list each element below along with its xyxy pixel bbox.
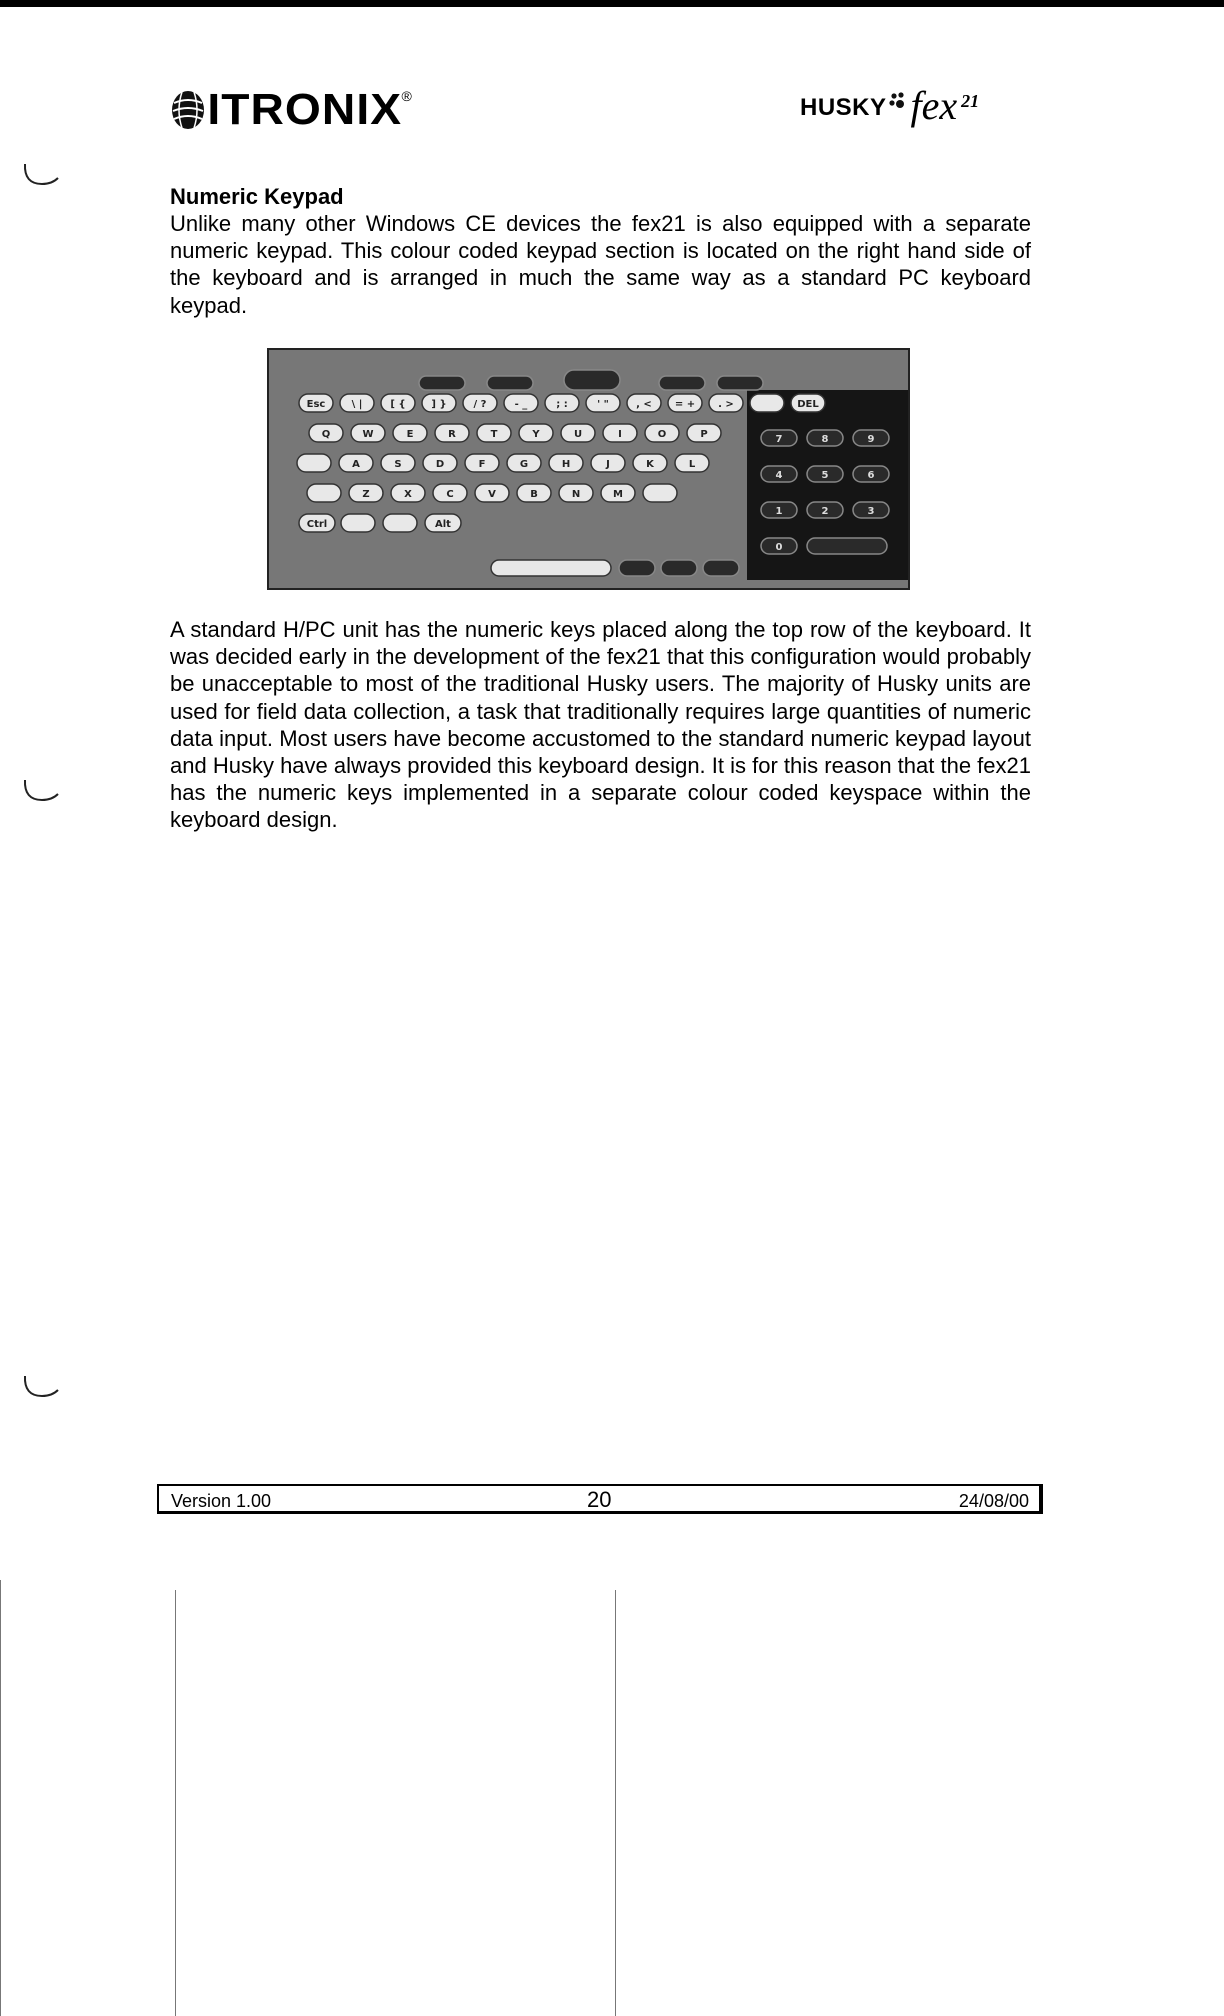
keyboard-key: [591, 454, 625, 472]
keyboard-key: [561, 424, 595, 442]
svg-text:F: F: [478, 459, 486, 470]
footer-date: 24/08/00: [958, 1491, 1029, 1511]
keyboard-key: [339, 454, 373, 472]
numpad-key: [761, 466, 797, 482]
paw-icon: [889, 92, 909, 112]
svg-text:7: 7: [775, 434, 783, 445]
numpad-key: [853, 502, 889, 518]
svg-text:Alt: Alt: [435, 519, 451, 530]
svg-text:5: 5: [821, 470, 829, 481]
svg-text:L: L: [688, 459, 696, 470]
keyboard-key: [791, 394, 825, 412]
svg-text:DEL: DEL: [797, 399, 819, 410]
function-key: [703, 560, 739, 576]
keyboard-key: [349, 484, 383, 502]
svg-text:T: T: [490, 429, 498, 440]
svg-text:Ctrl: Ctrl: [306, 519, 328, 530]
svg-text:9: 9: [867, 434, 875, 445]
space-bar-key: [491, 560, 611, 576]
page-footer: [157, 1484, 1043, 1514]
keyboard-key: [586, 394, 620, 412]
keyboard-key: [475, 484, 509, 502]
svg-text:B: B: [530, 489, 538, 500]
keyboard-key: [675, 454, 709, 472]
svg-text:Y: Y: [532, 429, 540, 440]
numpad-key: [761, 538, 797, 554]
svg-text:C: C: [446, 489, 454, 500]
svg-text:2: 2: [821, 506, 829, 517]
svg-text:' ": ' ": [597, 399, 609, 410]
svg-text:E: E: [406, 429, 414, 440]
svg-text:I: I: [618, 429, 622, 440]
keyboard-key: [643, 484, 677, 502]
binder-hole-mark: [20, 160, 60, 190]
keyboard-key: [340, 394, 374, 412]
keyboard-key: [627, 394, 661, 412]
svg-text:X: X: [404, 489, 412, 500]
numpad-key: [761, 502, 797, 518]
svg-text:U: U: [573, 429, 583, 440]
svg-text:S: S: [394, 459, 402, 470]
keyboard-key: [750, 394, 784, 412]
svg-text:R: R: [448, 429, 456, 440]
keyboard-key: [425, 514, 461, 532]
keyboard-key: [381, 454, 415, 472]
svg-text:[ {: [ {: [390, 399, 406, 410]
function-key: [659, 376, 705, 390]
svg-text:N: N: [571, 489, 581, 500]
keyboard-key: [423, 454, 457, 472]
keyboard-key: [603, 424, 637, 442]
function-key: [419, 376, 465, 390]
keyboard-key: [477, 424, 511, 442]
keyboard-key: [422, 394, 456, 412]
svg-text:3: 3: [867, 506, 875, 517]
svg-text:M: M: [613, 489, 623, 500]
svg-text:J: J: [606, 459, 610, 470]
numpad-key: [853, 466, 889, 482]
keyboard-key: [299, 394, 333, 412]
keyboard-key: [463, 394, 497, 412]
keyboard-illustration: [269, 350, 910, 590]
keyboard-key: [341, 514, 375, 532]
section-heading: Numeric Keypad: [170, 184, 344, 209]
binder-hole-mark: [20, 776, 60, 806]
svg-text:- _: - _: [514, 399, 528, 410]
keyboard-key: [545, 394, 579, 412]
scan-edge-line: [0, 1580, 1, 2016]
svg-text:Q: Q: [321, 429, 331, 440]
keyboard-key: [709, 394, 743, 412]
keyboard-key: [559, 484, 593, 502]
svg-text:= +: = +: [674, 399, 696, 410]
keyboard-key: [309, 424, 343, 442]
keyboard-key: [519, 424, 553, 442]
numpad-key: [807, 466, 843, 482]
keyboard-key: [381, 394, 415, 412]
binder-hole-mark: [20, 1372, 60, 1402]
numpad-key: [761, 430, 797, 446]
keyboard-key: [383, 514, 417, 532]
keyboard-key: [633, 454, 667, 472]
husky-fex21-logo: [800, 83, 980, 128]
svg-text:0: 0: [775, 542, 783, 553]
function-key: [717, 376, 763, 390]
keyboard-key: [351, 424, 385, 442]
keyboard-key: [307, 484, 341, 502]
scan-fold-line: [615, 1590, 616, 2016]
svg-text:] }: ] }: [431, 399, 447, 410]
footer-page-number: 20: [587, 1487, 612, 1512]
keyboard-key: [507, 454, 541, 472]
keyboard-key: [601, 484, 635, 502]
keyboard-key: [549, 454, 583, 472]
numpad-key: [807, 538, 887, 554]
keyboard-key: [687, 424, 721, 442]
top-rule: [0, 0, 1224, 7]
svg-text:P: P: [700, 429, 708, 440]
model-number: 21: [961, 91, 980, 111]
itronix-logo: [170, 85, 412, 134]
globe-icon: [170, 89, 206, 131]
footer-version: Version 1.00: [171, 1491, 272, 1511]
keyboard-key: [435, 424, 469, 442]
svg-text:A: A: [352, 459, 360, 470]
svg-text:K: K: [646, 459, 654, 470]
fex-wordmark: fex: [910, 83, 958, 128]
svg-text:8: 8: [821, 434, 829, 445]
svg-text:, <: , <: [636, 399, 652, 410]
svg-text:\ |: \ |: [351, 399, 363, 410]
svg-text:; :: ; :: [556, 399, 568, 410]
keyboard-key: [645, 424, 679, 442]
svg-text:. >: . >: [718, 399, 734, 410]
keyboard-key: [297, 454, 331, 472]
svg-text:6: 6: [867, 470, 875, 481]
svg-text:W: W: [362, 429, 374, 440]
itronix-wordmark: ITRONIX: [207, 85, 403, 134]
svg-text:Esc: Esc: [306, 399, 326, 410]
scan-fold-line: [175, 1590, 176, 2016]
keyboard-key: [299, 514, 335, 532]
numpad-key: [807, 430, 843, 446]
svg-text:V: V: [488, 489, 496, 500]
keyboard-key: [393, 424, 427, 442]
svg-text:H: H: [561, 459, 571, 470]
keyboard-key: [504, 394, 538, 412]
function-key: [487, 376, 533, 390]
function-key: [564, 370, 620, 390]
svg-text:4: 4: [775, 470, 783, 481]
intro-paragraph: Unlike many other Windows CE devices the fex21 is also equipped with a separate numeric keypad. This colour coded keypad section is located on the right hand side of the keyboard and is arranged in much the same way as a standard PC keyboard keypad.: [170, 211, 1031, 318]
husky-wordmark: HUSKY: [800, 94, 887, 121]
svg-text:Z: Z: [362, 489, 370, 500]
numpad-key: [853, 430, 889, 446]
keyboard-key: [433, 484, 467, 502]
function-key: [619, 560, 655, 576]
svg-text:1: 1: [775, 506, 783, 517]
body-paragraph: A standard H/PC unit has the numeric keys placed along the top row of the keyboard. It was decided early in the development of the fex21 that this configuration would probably be unacceptable to most of the traditional Husky users. The majority of Husky units are used for field data collection, a task that traditionally requires large quantities of numeric data input. Most users have become accustomed to the standard numeric keypad layout and Husky have always provided this keyboard design. It is for this reason that the fex21 has the numeric keys implemented in a separate colour coded keyspace within the keyboard design.: [170, 617, 1031, 833]
numpad-key: [807, 502, 843, 518]
keyboard-key: [668, 394, 702, 412]
registered-mark: ®: [401, 88, 412, 104]
keyboard-key: [391, 484, 425, 502]
keyboard-key: [465, 454, 499, 472]
keyboard-key: [517, 484, 551, 502]
svg-text:O: O: [657, 429, 667, 440]
svg-text:/ ?: / ?: [473, 399, 487, 410]
function-key: [661, 560, 697, 576]
keyboard-photo: [267, 348, 910, 590]
svg-text:D: D: [435, 459, 445, 470]
svg-text:G: G: [519, 459, 529, 470]
